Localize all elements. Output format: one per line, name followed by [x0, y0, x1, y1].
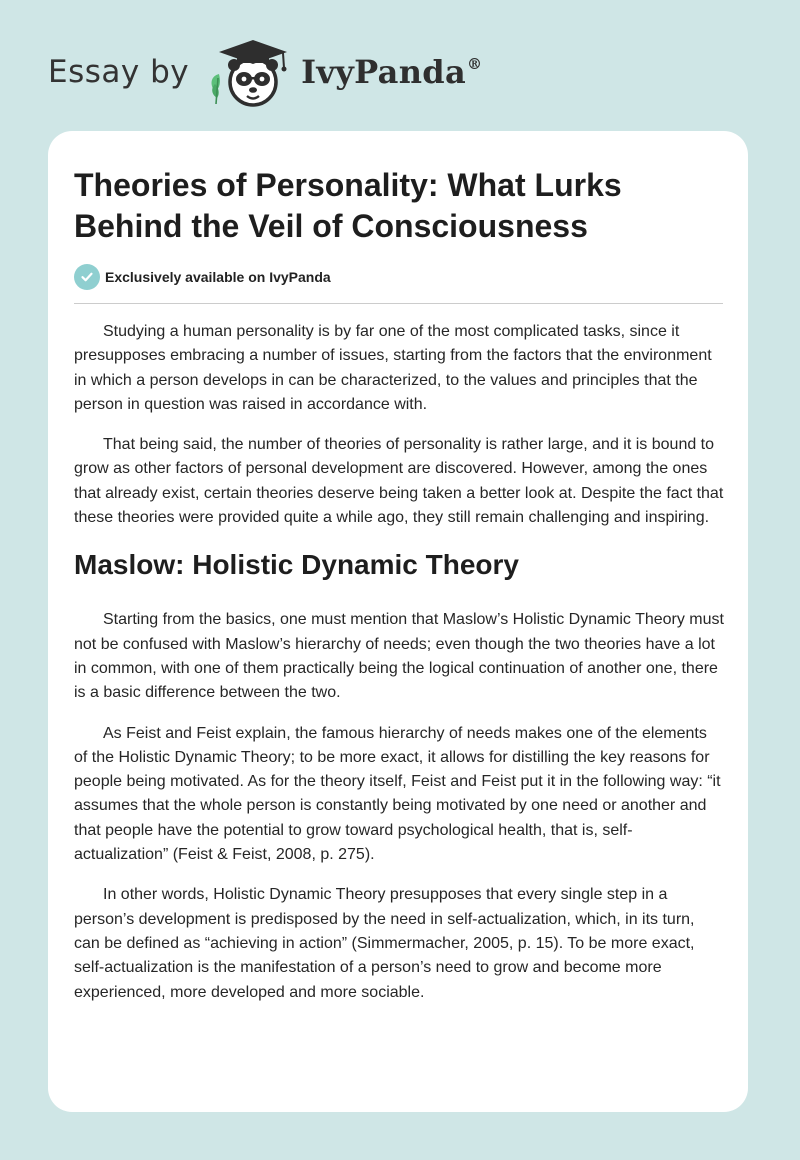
panda-graduate-icon[interactable]: [205, 34, 293, 110]
paragraph: In other words, Holistic Dynamic Theory presupposes that every single step in a person’s development is predisposed by the need in self-actualization, which, in its turn, can be defined as “achieving in action” (Simmermacher, 2005, p. 15). To be more exact, self-actualization is the manifestation of a person’s need to grow and become more experienced, more developed and more sociable.: [74, 886, 695, 1001]
paragraph: Starting from the basics, one must mention that Maslow’s Holistic Dynamic Theory must not be confused with Maslow’s hierarchy of needs; even though the two theories have a lot in common, with one of them practically being the logical continuation of another one, there is a basic difference between the two.: [74, 611, 724, 702]
site-header: [48, 34, 482, 110]
registered-mark: ®: [466, 55, 483, 73]
brand-text: IvyPanda: [301, 53, 466, 91]
paragraph: As Feist and Feist explain, the famous hierarchy of needs makes one of the elements of the Holistic Dynamic Theory; to be more exact, it allows for distilling the key reasons for people being motivated. As for the theory itself, Feist and Feist put it in the following way: “it assumes that the whole person is constantly being motivated by one need or another and that people have the potential to grow toward psychological health, that is, self-actualization” (Feist & Feist, 2008, p. 275).: [74, 724, 721, 864]
exclusive-badge: [74, 264, 331, 290]
paragraph: That being said, the number of theories of personality is rather large, and it is bound to grow as other factors of personal development are discovered. However, among the ones that already exist, certain theories deserve being taken a better look at. Despite the fact that these theories were provided quite a while ago, they still remain challenging and inspiring.: [74, 436, 724, 527]
essay-title: Theories of Personality: What Lurks Behind the Veil of Consciousness: [74, 167, 622, 244]
badge-text: Exclusively available on IvyPanda: [105, 269, 331, 285]
essay-card: [48, 131, 748, 1112]
divider: [74, 303, 723, 304]
essay-by-label: Essay by: [48, 54, 190, 90]
paragraph: Studying a human personality is by far one of the most complicated tasks, since it presupposes embracing a number of issues, starting from the factors that the environment in which a person develops in can be characterized, to the values and principles that the person in question was raised in accordance with.: [74, 323, 712, 413]
essay-body: [74, 320, 724, 1021]
check-icon: [74, 264, 100, 290]
section-heading: Maslow: Holistic Dynamic Theory: [74, 549, 519, 581]
brand-name[interactable]: [301, 53, 482, 91]
